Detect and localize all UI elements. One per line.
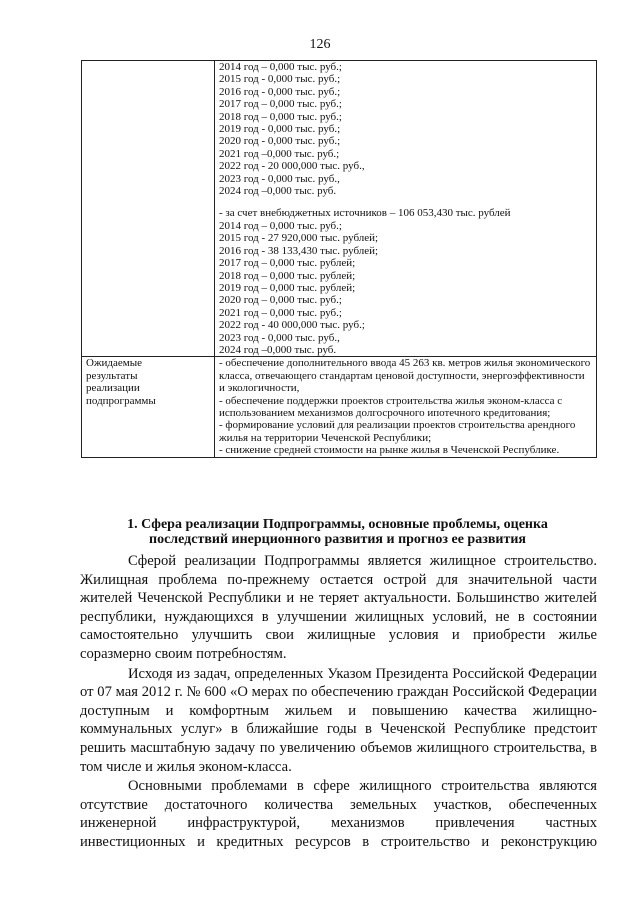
funding-line: 2015 год - 27 920,000 тыс. рублей; [219, 232, 379, 245]
result-item: - снижение средней стоимости на рынке жилья в Чеченской Республике. [219, 444, 560, 457]
paragraph: Основными проблемами в сфере жилищного строительства являются отсутствие достаточного количества земельных участков, обеспеченных инженерной инфраструктурой, механизмов привлечения частных инвестиционных и кредитных ресурсов в строительство и реконструкцию [80, 778, 597, 850]
funding-line: 2016 год - 0,000 тыс. руб.; [219, 85, 341, 98]
funding-line: 2021 год –0,000 тыс. руб.; [219, 147, 340, 160]
funding-line: 2023 год - 0,000 тыс. руб., [219, 331, 340, 344]
funding-line: 2022 год - 40 000,000 тыс. руб.; [219, 319, 365, 332]
spacer [219, 197, 592, 207]
funding-line: 2019 год – 0,000 тыс. рублей; [219, 281, 356, 294]
results-row [82, 357, 597, 457]
funding-row [82, 61, 597, 357]
paragraph: Сферой реализации Подпрограммы является жилищное строительство. Жилищная проблема по-прежнему остается острой для значительной части жителей Чеченской Республики и не теряет актуальности. Большинство жителей республики, нуждающихся в улучшении жилищных условий, не в состоянии самостоятельно улучшить свои жилищные условия и приобрести жилье соразмерно своим потребностям. [80, 553, 597, 662]
result-item: - обеспечение дополнительного ввода 45 263 кв. метров жилья экономического класса, отвечающего стандартам ценовой доступности, энергоэффективности и экологичности, [219, 357, 591, 395]
body-text [80, 552, 597, 852]
funding-line: 2014 год – 0,000 тыс. руб.; [219, 219, 342, 232]
funding-line: 2014 год – 0,000 тыс. руб.; [219, 61, 342, 73]
paragraph: Исходя из задач, определенных Указом Президента Российской Федерации от 07 мая 2012 г. № 600 «О мерах по обеспечению граждан Российской Федерации доступным и комфортным жильем и повышению качества жилищно-коммунальных услуг» в ближайшие годы в Чеченской Республике предстоит решить масштабную задачу по увеличению объемов жилищного строительства, в том числе и жилья эконом-класса. [80, 665, 597, 775]
funding-line: 2016 год - 38 133,430 тыс. рублей; [219, 244, 379, 257]
funding-line: 2023 год - 0,000 тыс. руб., [219, 172, 340, 185]
extrabudget-header: - за счет внебюджетных источников – 106 053,430 тыс. рублей [219, 207, 511, 220]
funding-line: 2020 год - 0,000 тыс. руб.; [219, 135, 341, 148]
result-item: - формирование условий для реализации проектов строительства арендного жилья на территории Чеченской Республики; [219, 419, 576, 444]
results-label-line: подпрограммы [86, 394, 156, 407]
funding-line: 2024 год –0,000 тыс. руб. [219, 343, 337, 356]
result-item: - обеспечение поддержки проектов строительства жилья эконом-класса с использованием механизмов долгосрочного ипотечного кредитования; [219, 394, 563, 419]
funding-line: 2017 год – 0,000 тыс. рублей; [219, 257, 356, 270]
program-passport-table [81, 60, 597, 458]
funding-line: 2021 год – 0,000 тыс. руб.; [219, 306, 342, 319]
funding-line: 2020 год – 0,000 тыс. руб.; [219, 294, 342, 307]
results-label-line: Ожидаемые [86, 357, 143, 370]
page-number: 126 [309, 37, 331, 52]
results-label-line: результаты [86, 369, 138, 382]
funding-line: 2018 год – 0,000 тыс. рублей; [219, 269, 356, 282]
funding-line: 2024 год –0,000 тыс. руб. [219, 185, 337, 198]
results-label-cell [82, 357, 215, 457]
funding-values-cell [215, 61, 597, 357]
funding-label-cell [82, 61, 215, 357]
funding-line: 2019 год - 0,000 тыс. руб.; [219, 123, 341, 136]
results-label-line: реализации [86, 382, 140, 395]
funding-line: 2022 год - 20 000,000 тыс. руб., [219, 160, 365, 173]
funding-line: 2015 год - 0,000 тыс. руб.; [219, 73, 341, 86]
funding-line: 2018 год – 0,000 тыс. руб.; [219, 110, 342, 123]
section-heading: 1. Сфера реализации Подпрограммы, основные проблемы, оценка последствий инерционного развития и прогноз ее развития [127, 517, 548, 547]
results-values-cell [215, 357, 597, 457]
funding-line: 2017 год – 0,000 тыс. руб.; [219, 98, 342, 111]
